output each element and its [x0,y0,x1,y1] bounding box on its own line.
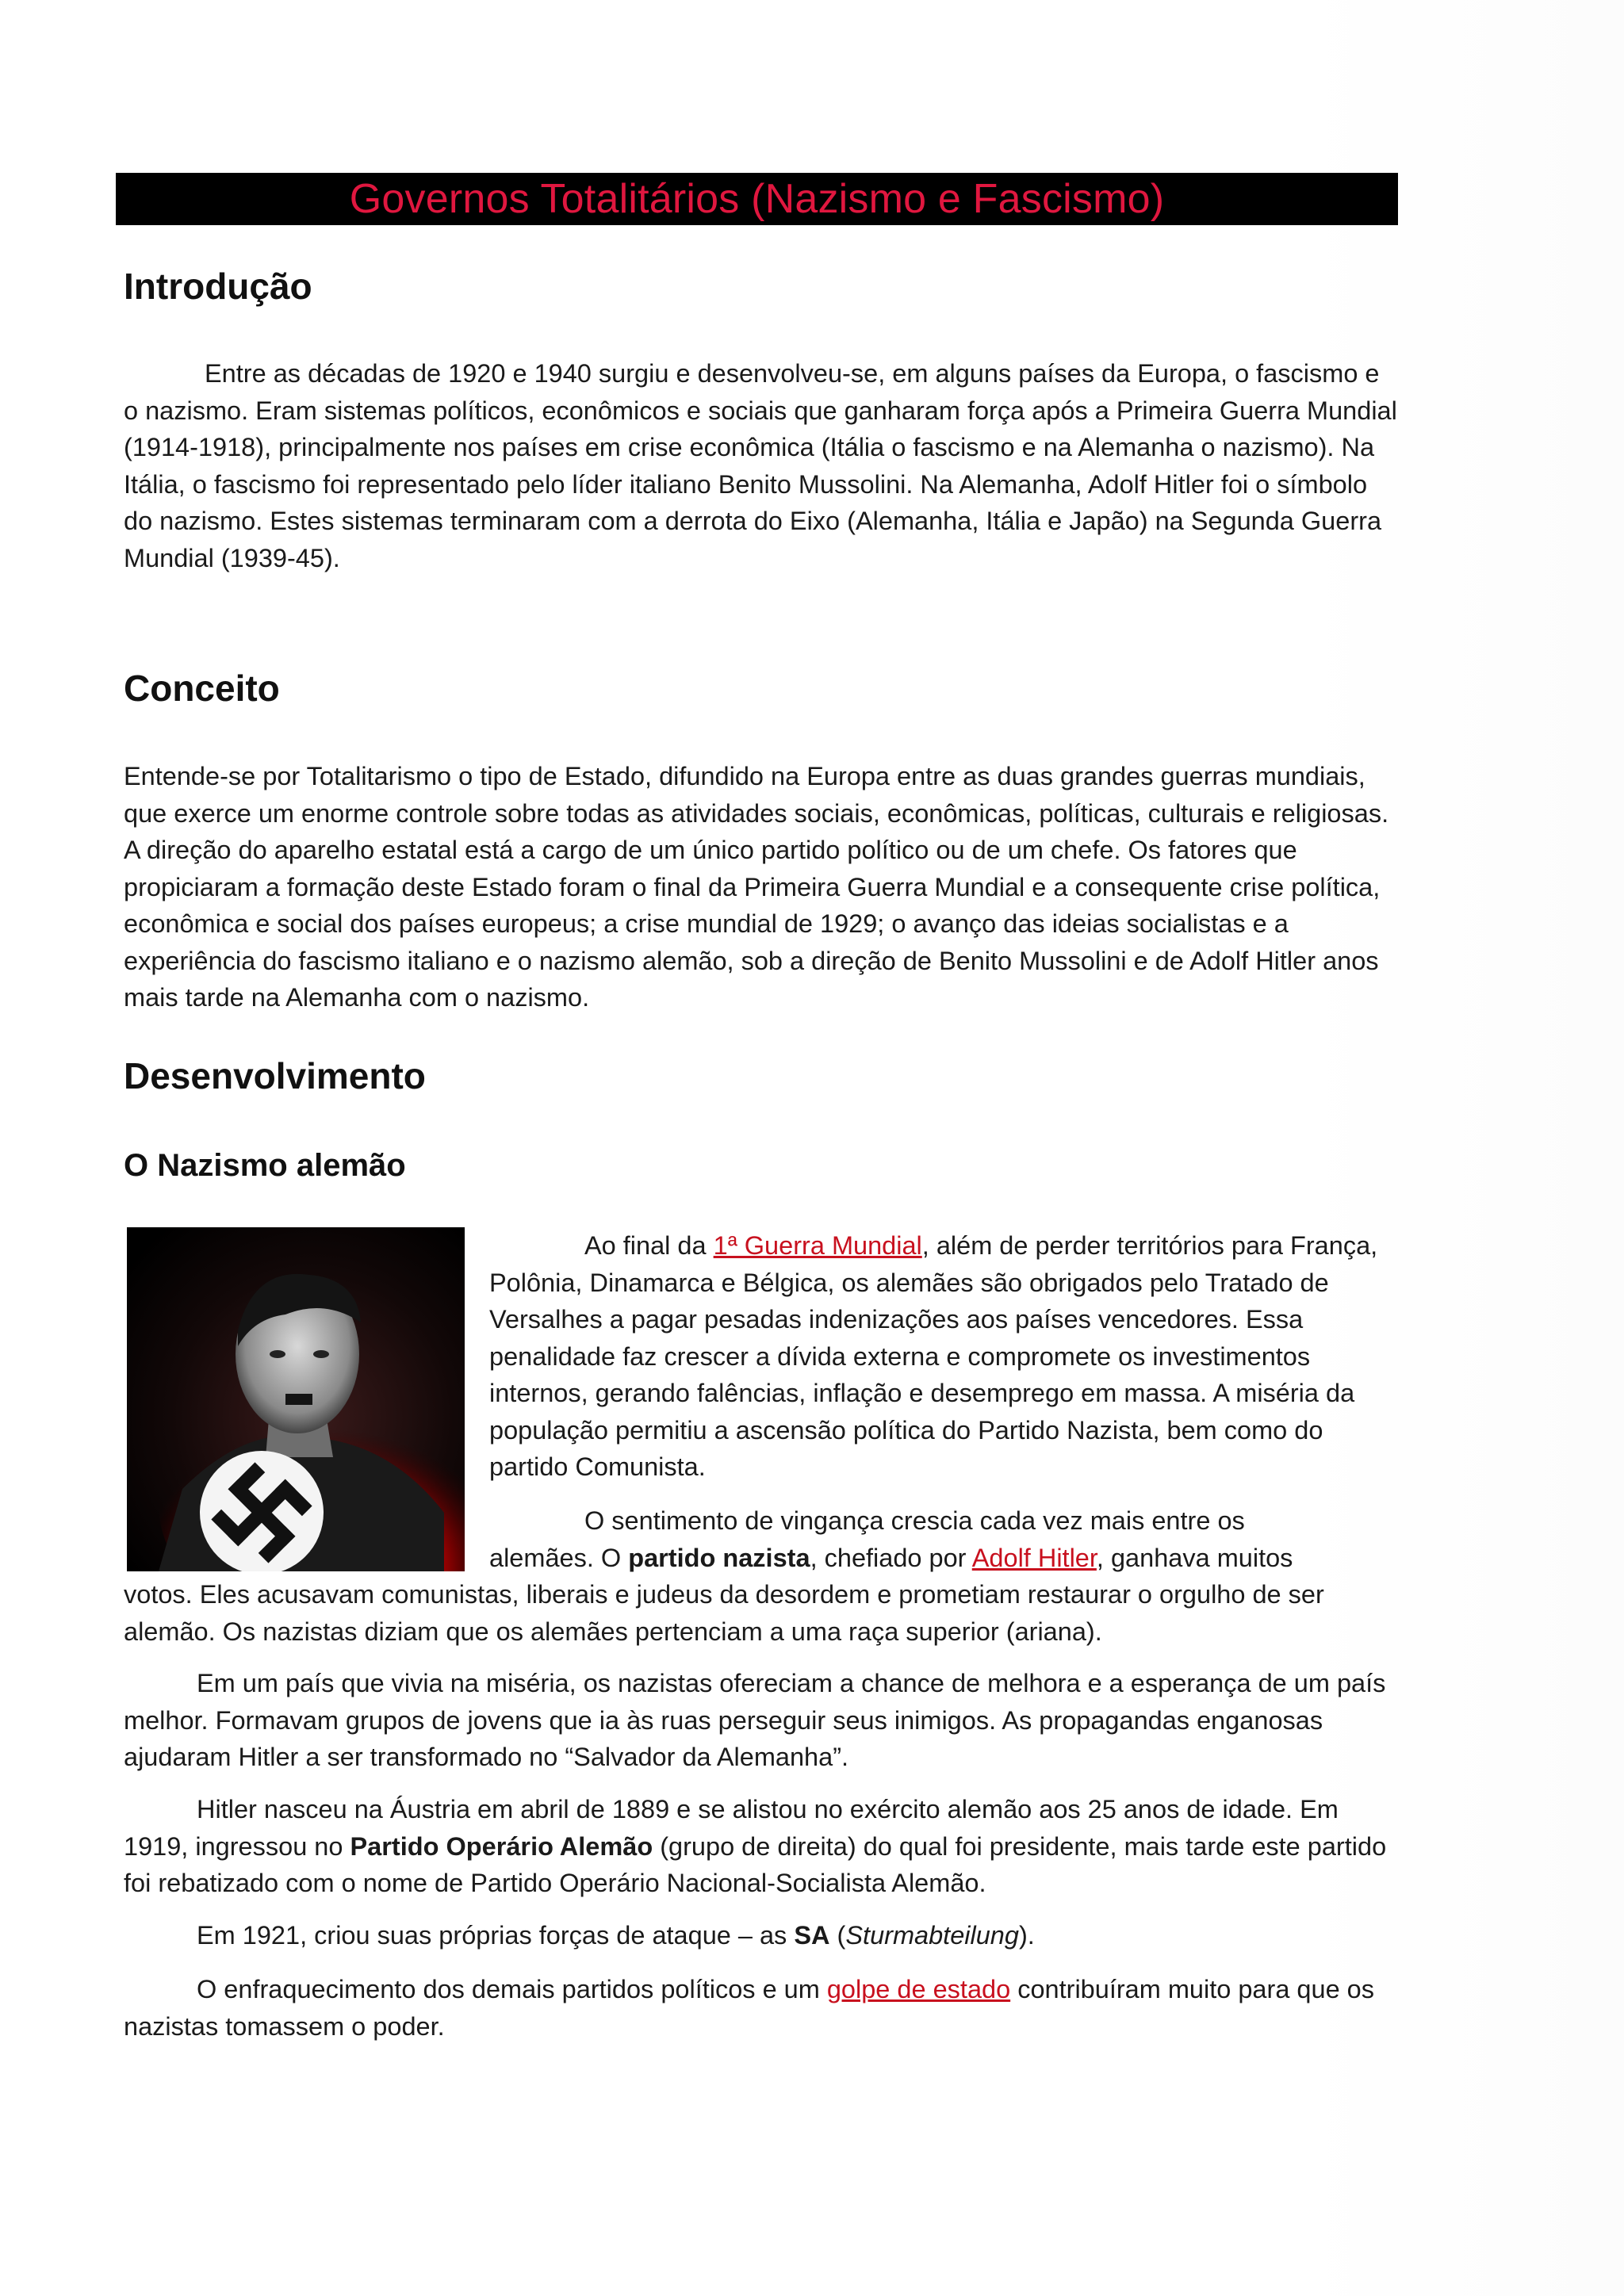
p4-text-before: Hitler nasceu na Áustria em abril de 1889 e se alistou no exército alemão aos 25 anos de idade. Em 1919, ingressou no [124,1795,1339,1861]
p4-text-after: (grupo de direita) do qual foi presidente, mais tarde este partido foi rebatizado com o nome de Partido Operário Nacional-Socialista Alemão. [124,1831,1387,1897]
heading-desenvolvimento: Desenvolvimento [124,1055,426,1096]
conceito-paragraph [124,758,1400,1016]
nazismo-paragraph-2-rest [124,1576,1400,1650]
p3-text: Em um país que vivia na miséria, os nazistas ofereciam a chance de melhora e a esperança de um país melhor. Formavam grupos de jovens que ia às ruas perseguir seus inimigos. As propagandas enganosas ajudaram Hitler a ser transformado no “Salvador da Alemanha”. [124,1669,1386,1771]
p2-line1: O sentimento de vingança crescia cada vez mais entre os [584,1506,1245,1535]
p5-text-after: ). [1018,1921,1035,1950]
link-golpe-de-estado[interactable]: golpe de estado [826,1975,1011,2003]
p2-text-after: , ganhava muitos [1096,1543,1293,1572]
p5-italic-sturmabteilung: Sturmabteilung [845,1921,1019,1950]
nazismo-paragraph-3 [124,1665,1400,1776]
p1-text-before: Ao final da [584,1231,714,1260]
heading-nazismo-alemao: O Nazismo alemão [124,1148,406,1183]
p6-text-before: O enfraquecimento dos demais partidos políticos e um [197,1975,827,2003]
intro-paragraph [124,355,1400,576]
hitler-portrait-image [127,1227,465,1571]
link-primeira-guerra-mundial[interactable]: 1ª Guerra Mundial [713,1231,922,1260]
heading-conceito: Conceito [124,668,280,709]
p4-bold-partido-operario: Partido Operário Alemão [350,1831,653,1861]
p6-text-after: contribuíram muito para que os nazistas tomassem o poder. [124,1975,1375,2041]
p5-text-mid: ( [829,1921,846,1950]
heading-introducao: Introdução [124,266,312,307]
title-banner [116,173,1398,225]
link-adolf-hitler[interactable]: Adolf Hitler [971,1543,1097,1572]
p5-bold-sa: SA [794,1921,830,1950]
p1-text-after: , além de perder territórios para França, Polônia, Dinamarca e Bélgica, os alemães são obrigados pelo Tratado de Versalhes a pagar pesadas indenizações aos países vencedores. Essa penalidade faz crescer a dívida externa e compromete os investimentos internos, gerando falências, inflação e desemprego em massa. A miséria da população permitiu a ascensão política do Partido Nazista, bem como do partido Comunista. [489,1231,1378,1481]
p2-text-before: alemães. O [489,1543,629,1572]
p5-text-before: Em 1921, criou suas próprias forças de ataque – as [197,1921,795,1950]
nazismo-paragraph-1 [489,1227,1401,1486]
nazismo-paragraph-2-top [489,1502,1401,1576]
document-title: Governos Totalitários (Nazismo e Fascismo) [349,176,1165,222]
p2-text-mid: , chefiado por [810,1543,972,1572]
p2-rest: votos. Eles acusavam comunistas, liberais e judeus da desordem e prometiam restaurar o orgulho de ser alemão. Os nazistas diziam que os alemães pertenciam a uma raça superior (ariana). [124,1580,1324,1646]
conceito-text: Entende-se por Totalitarismo o tipo de Estado, difundido na Europa entre as duas grandes guerras mundiais, que exerce um enorme controle sobre todas as atividades sociais, econômicas, políticas, culturais e religiosas. A direção do aparelho estatal está a cargo de um único partido político ou de um chefe. Os fatores que propiciaram a formação deste Estado foram o final da Primeira Guerra Mundial e a consequente crise política, econômica e social dos países europeus; a crise mundial de 1929; o avanço das ideias socialistas e a experiência do fascismo italiano e o nazismo alemão, sob a direção de Benito Mussolini e de Adolf Hitler anos mais tarde na Alemanha com o nazismo. [124,762,1389,1012]
intro-text: Entre as décadas de 1920 e 1940 surgiu e desenvolveu-se, em alguns países da Europa, o fascismo e o nazismo. Eram sistemas políticos, econômicos e sociais que ganharam força após a Primeira Guerra Mundial (1914-1918), principalmente nos países em crise econômica (Itália o fascismo e na Alemanha o nazismo). Na Itália, o fascismo foi representado pelo líder italiano Benito Mussolini. Na Alemanha, Adolf Hitler foi o símbolo do nazismo. Estes sistemas terminaram com a derrota do Eixo (Alemanha, Itália e Japão) na Segunda Guerra Mundial (1939-45). [124,359,1397,572]
nazismo-paragraph-6 [124,1971,1400,2045]
nazismo-paragraph-4 [124,1791,1400,1902]
nazismo-paragraph-5 [124,1917,1400,1954]
p2-bold-partido-nazista: partido nazista [628,1543,810,1572]
